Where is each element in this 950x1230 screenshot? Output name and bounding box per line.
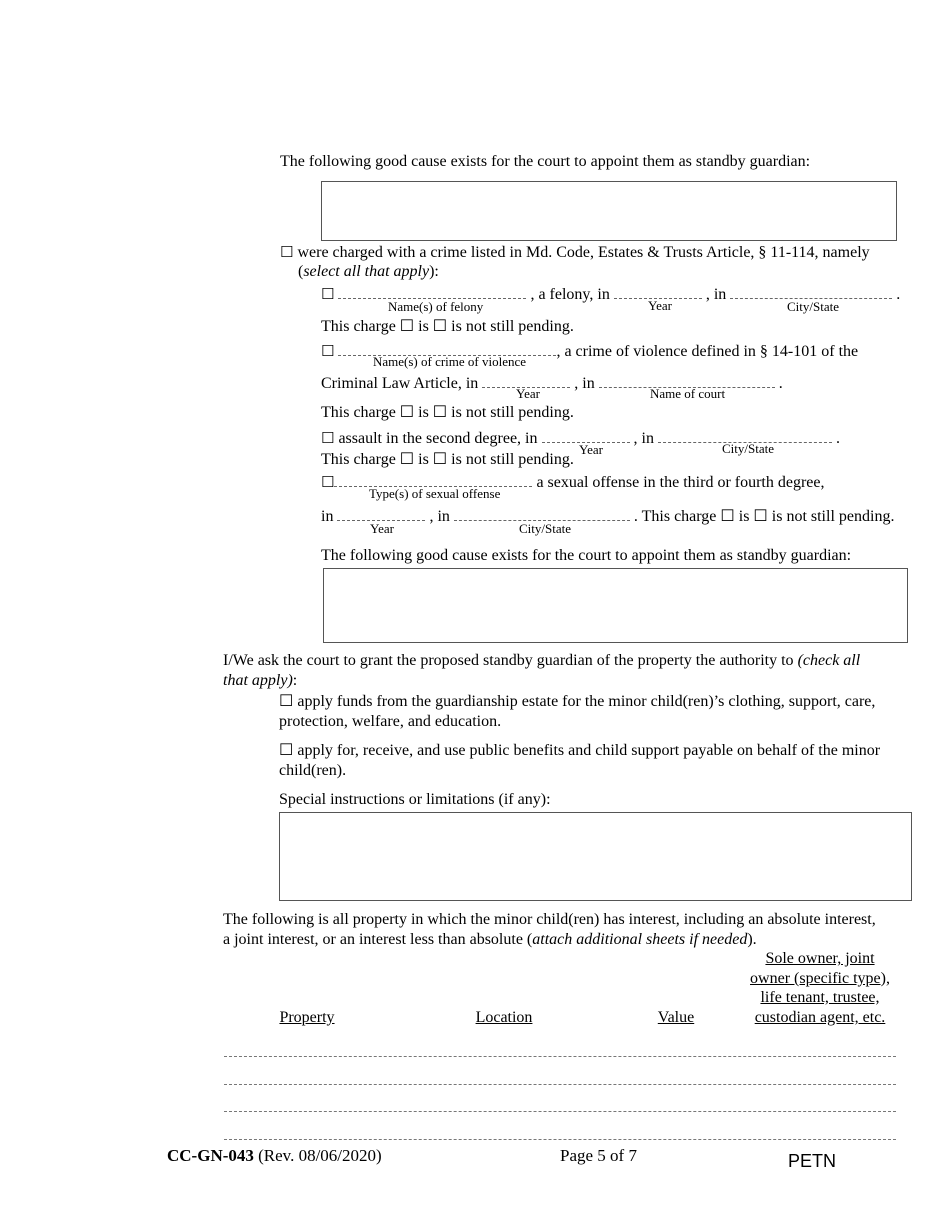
felony-year-caption: Year <box>648 298 672 313</box>
form-revision: (Rev. 08/06/2020) <box>253 1146 382 1165</box>
crime-intro-line2 <box>298 262 439 282</box>
felony-city-field[interactable] <box>730 284 892 299</box>
property-row-line[interactable] <box>224 1111 896 1112</box>
violence-in-text: , in <box>574 375 595 392</box>
col-header-owner-3: life tenant, trustee, <box>760 989 880 1006</box>
property-row-line[interactable] <box>224 1139 896 1140</box>
assault-checkbox[interactable]: ☐ <box>321 429 335 447</box>
assault-in-text: , in <box>633 430 654 447</box>
assault-end: . <box>835 430 840 447</box>
good-cause-textbox-2[interactable] <box>323 568 908 643</box>
good-cause-label-1: The following good cause exists for the court to appoint them as standby guardian: <box>280 153 811 170</box>
crime-intro-text: were charged with a crime listed in Md. Code, Estates & Trusts Article, § 11-114, namely <box>297 244 870 261</box>
felony-year-field[interactable] <box>614 284 702 299</box>
property-row-line[interactable] <box>224 1056 896 1057</box>
assault-text: assault in the second degree, in <box>338 430 538 447</box>
sexual-city-caption: City/State <box>519 521 571 536</box>
felony-name-caption: Name(s) of felony <box>388 299 484 314</box>
form-number: CC-GN-043 <box>167 1146 254 1165</box>
sexual-type-caption: Type(s) of sexual offense <box>369 486 501 501</box>
paren-close: ): <box>429 263 439 280</box>
violence-end: . <box>778 375 783 392</box>
assault-city-caption: City/State <box>722 441 774 456</box>
select-all-hint: select all that apply <box>303 263 430 280</box>
col-header-owner-2: owner (specific type), <box>750 970 890 987</box>
felony-in-text: , in <box>705 286 727 303</box>
sexual-city-field[interactable] <box>454 506 630 521</box>
footer-form-code: PETN <box>788 1151 837 1171</box>
sexual-pending: . This charge ☐ is ☐ is not still pending. <box>633 508 895 525</box>
felony-name-field[interactable] <box>338 284 526 299</box>
footer-page-number: Page 5 of 7 <box>560 1146 637 1165</box>
property-intro-text: The following is all property in which the minor child(ren) has interest, including an absolute interest, a joint interest, or an interest less than absolute ( <box>223 911 876 948</box>
crime-checkbox[interactable]: ☐ <box>280 243 294 261</box>
assault-pending: This charge ☐ is ☐ is not still pending. <box>321 451 574 468</box>
felony-text: , a felony, in <box>530 286 610 303</box>
sexual-line2 <box>321 506 894 527</box>
good-cause-label-2: The following good cause exists for the court to appoint them as standby guardian: <box>321 547 852 564</box>
violence-pending: This charge ☐ is ☐ is not still pending. <box>321 404 574 421</box>
violence-year-caption: Year <box>516 386 540 401</box>
assault-year-caption: Year <box>579 442 603 457</box>
authority-option-benefits[interactable]: ☐ apply for, receive, and use public benefits and child support payable on behalf of the minor child(ren). <box>279 742 881 779</box>
authority-intro-end: : <box>292 672 298 689</box>
violence-name-caption: Name(s) of crime of violence <box>373 354 527 369</box>
violence-line2-text: Criminal Law Article, in <box>321 375 479 392</box>
footer-form-id <box>167 1146 382 1166</box>
col-header-property: Property <box>279 1009 335 1026</box>
sexual-text: a sexual offense in the third or fourth degree, <box>536 474 825 491</box>
authority-option-funds[interactable]: ☐ apply funds from the guardianship estate for the minor child(ren)’s clothing, support, care, protection, welfare, and education. <box>279 693 876 730</box>
sexual-year-field[interactable] <box>337 506 425 521</box>
felony-pending: This charge ☐ is ☐ is not still pending. <box>321 318 574 335</box>
violence-checkbox[interactable]: ☐ <box>321 342 335 360</box>
col-header-owner-1: Sole owner, joint <box>765 950 875 967</box>
sexual-type-field[interactable] <box>334 472 532 487</box>
sexual-in-text: in <box>321 508 334 525</box>
felony-checkbox[interactable]: ☐ <box>321 285 335 303</box>
violence-court-caption: Name of court <box>650 386 726 401</box>
good-cause-textbox-1[interactable] <box>321 181 897 241</box>
property-intro-end: ). <box>747 931 757 948</box>
sexual-year-caption: Year <box>370 521 394 536</box>
sexual-checkbox[interactable]: ☐ <box>321 473 335 491</box>
special-instructions-label: Special instructions or limitations (if any): <box>279 791 551 808</box>
special-instructions-textbox[interactable] <box>279 812 912 901</box>
assault-year-field[interactable] <box>542 428 630 443</box>
property-row-line[interactable] <box>224 1084 896 1085</box>
authority-intro-text: I/We ask the court to grant the proposed standby guardian of the property the authority to <box>223 652 798 669</box>
attach-sheets-hint: attach additional sheets if needed <box>532 931 748 948</box>
felony-city-caption: City/State <box>787 299 839 314</box>
col-header-owner-4: custodian agent, etc. <box>754 1009 886 1026</box>
authority-intro <box>223 651 888 691</box>
check-all-hint: (check all that apply) <box>223 652 861 689</box>
felony-end: . <box>896 286 901 303</box>
violence-text: , a crime of violence defined in § 14-101 of the <box>556 343 859 360</box>
col-header-value: Value <box>657 1009 695 1026</box>
crime-intro-line1 <box>280 242 870 263</box>
sexual-in2-text: , in <box>429 508 450 525</box>
col-header-location: Location <box>475 1009 533 1026</box>
paren-open: ( <box>298 263 304 280</box>
property-intro <box>223 910 883 950</box>
